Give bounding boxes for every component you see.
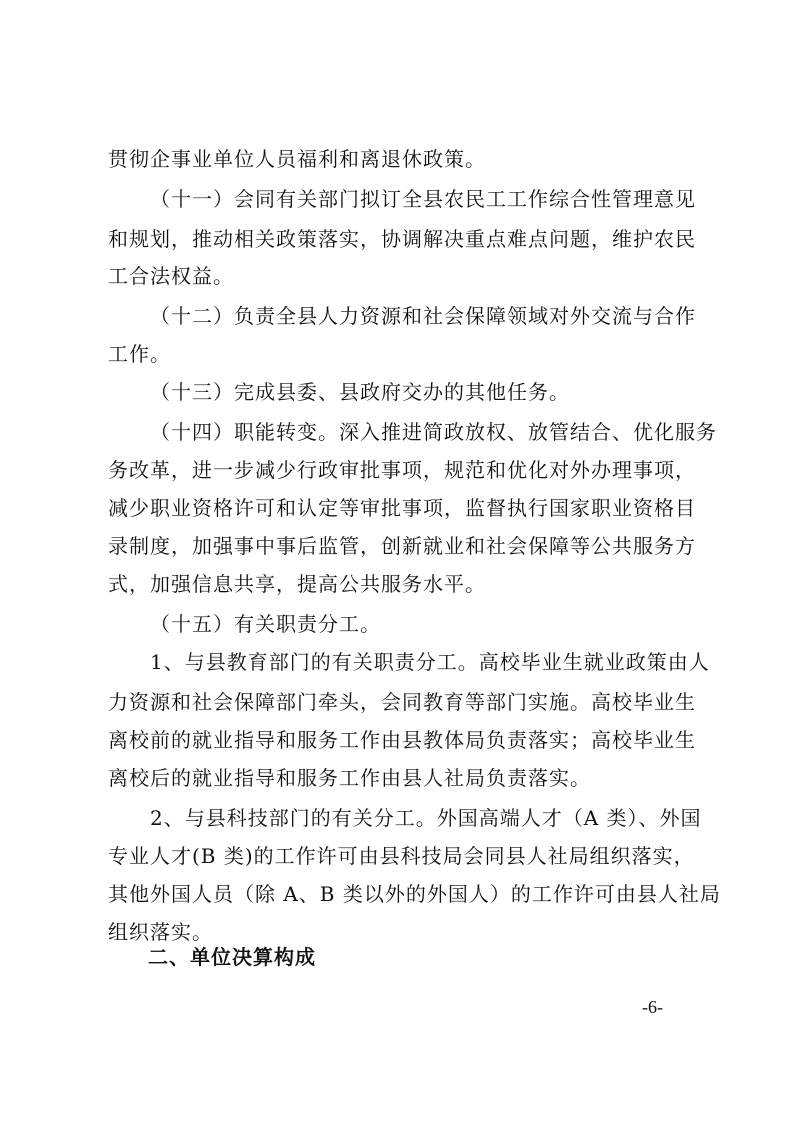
paragraph-line: 其他外国人员（除 A、B 类以外的外国人）的工作许可由县人社局	[108, 882, 721, 906]
paragraph-line: 组织落实。	[108, 920, 213, 944]
section-heading: 二、单位决算构成	[148, 945, 316, 969]
paragraph-line: 务改革，进一步减少行政审批事项，规范和优化对外办理事项，	[108, 458, 696, 482]
paragraph-line: 和规划，推动相关政策落实，协调解决重点难点问题，维护农民	[108, 227, 696, 251]
paragraph-line: 专业人才(B 类)的工作许可由县科技局会同县人社局组织落实，	[108, 844, 695, 868]
paragraph-line: 减少职业资格许可和认定等审批事项，监督执行国家职业资格目	[108, 496, 696, 520]
paragraph-line: 力资源和社会保障部门牵头，会同教育等部门实施。高校毕业生	[108, 690, 696, 714]
paragraph-line: 离校后的就业指导和服务工作由县人社局负责落实。	[108, 766, 591, 790]
paragraph-line: （十四）职能转变。深入推进简政放权、放管结合、优化服务	[150, 420, 717, 444]
paragraph-line: （十五）有关职责分工。	[150, 612, 381, 636]
paragraph-line: （十二）负责全县人力资源和社会保障领域对外交流与合作	[150, 304, 696, 328]
paragraph-line: 式，加强信息共享，提高公共服务水平。	[108, 572, 486, 596]
paragraph-line: 录制度，加强事中事后监管，创新就业和社会保障等公共服务方	[108, 534, 696, 558]
paragraph-line: 贯彻企事业单位人员福利和离退休政策。	[108, 147, 486, 171]
paragraph-line: 工合法权益。	[108, 264, 234, 288]
paragraph-line: （十一）会同有关部门拟订全县农民工工作综合性管理意见	[150, 187, 696, 211]
paragraph-line: 2、与县科技部门的有关分工。外国高端人才（A 类）、外国	[150, 806, 702, 830]
page-number: -6-	[642, 997, 663, 1017]
paragraph-line: 工作。	[108, 342, 171, 366]
paragraph-line: 离校前的就业指导和服务工作由县教体局负责落实；高校毕业生	[108, 728, 696, 752]
paragraph-line: 1、与县教育部门的有关职责分工。高校毕业生就业政策由人	[150, 650, 710, 674]
paragraph-line: （十三）完成县委、县政府交办的其他任务。	[150, 380, 570, 404]
